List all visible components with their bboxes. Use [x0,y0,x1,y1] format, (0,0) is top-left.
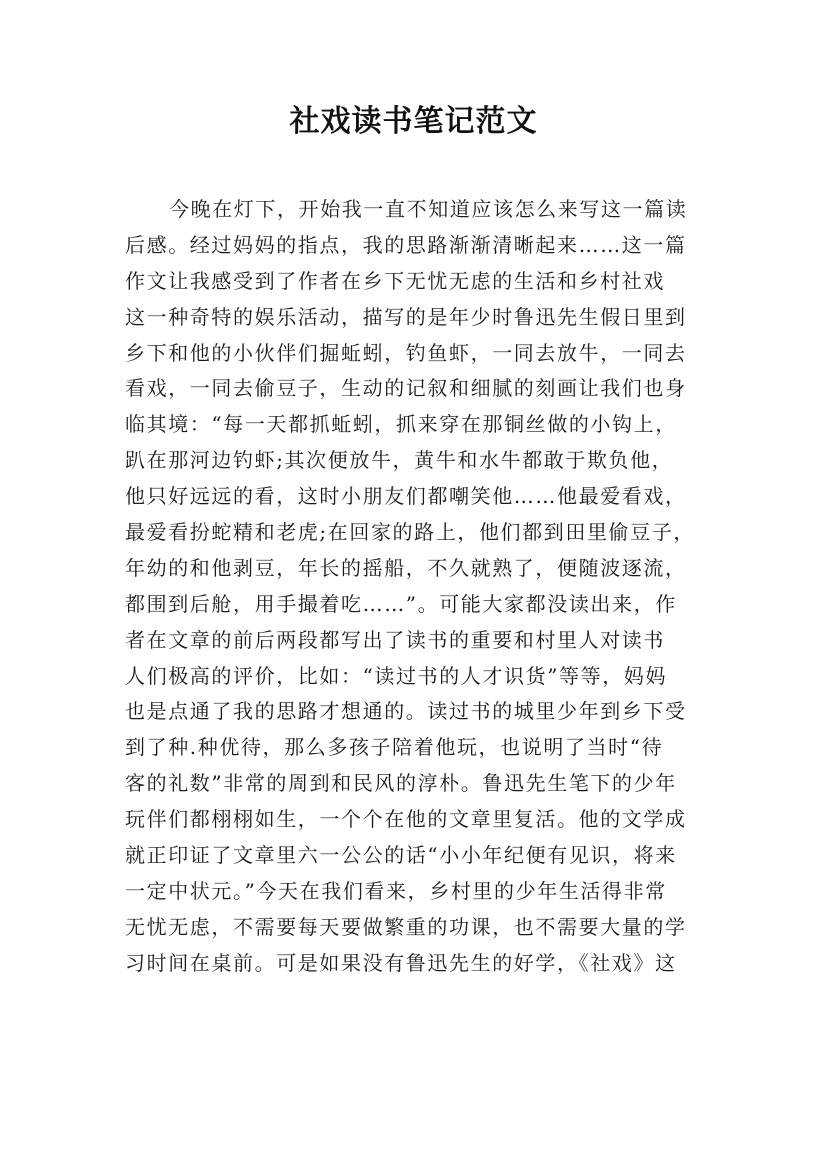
document-title: 社戏读书笔记范文 [289,104,538,139]
paragraph-line: 这一种奇特的娱乐活动，描写的是年少时鲁迅先生假日里到 [125,304,687,329]
paragraph-line: 玩伴们都栩栩如生，一个个在他的文章里复活。他的文学成 [125,807,687,832]
paragraph-line: 者在文章的前后两段都写出了读书的重要和村里人对读书 [125,627,665,652]
paragraph-line: 年幼的和他剥豆，年长的摇船，不久就熟了，便随波逐流， [125,555,687,580]
paragraph-line: 到了种.种优待，那么多孩子陪着他玩，也说明了当时“待 [125,735,664,760]
paragraph-line: 趴在那河边钓虾;其次便放牛，黄牛和水牛都敢于欺负他， [125,448,674,473]
paragraph-line: 后感。经过妈妈的指点，我的思路渐渐清晰起来……这一篇 [125,232,687,257]
paragraph-line: 作文让我感受到了作者在乡下无忧无虑的生活和乡村社戏 [125,268,665,293]
paragraph-line: 都围到后舱，用手撮着吃……”。可能大家都没读出来，作 [125,591,677,616]
paragraph-line: 他只好远远的看，这时小朋友们都嘲笑他……他最爱看戏， [125,484,687,509]
paragraph-line: 客的礼数”非常的周到和民风的淳朴。鲁迅先生笔下的少年 [125,771,677,796]
paragraph-line: 今晚在灯下，开始我一直不知道应该怎么来写这一篇读 [169,197,688,221]
paragraph-line: 看戏，一同去偷豆子，生动的记叙和细腻的刻画让我们也身 [125,376,687,401]
paragraph-line: 习时间在桌前。可是如果没有鲁迅先生的好学，《社戏》这 [125,950,677,975]
paragraph-line: 也是点通了我的思路才想通的。读过书的城里少年到乡下受 [125,699,687,724]
paragraph-line: 临其境：“每一天都抓蚯蚓，抓来穿在那铜丝做的小钩上， [125,412,677,437]
paragraph-line: 就正印证了文章里六一公公的话“小小年纪便有见识，将来 [125,843,677,868]
document-body [125,192,715,982]
paragraph-line: 最爱看扮蛇精和老虎;在回家的路上，他们都到田里偷豆子， [125,520,695,545]
paragraph-line: 无忧无虑，不需要每天要做繁重的功课，也不需要大量的学 [125,914,687,939]
paragraph-line: 一定中状元。”今天在我们看来，乡村里的少年生活得非常 [125,878,667,903]
paragraph-line: 乡下和他的小伙伴们掘蚯蚓，钓鱼虾，一同去放牛，一同去 [125,340,687,365]
paragraph-line: 人们极高的评价，比如：“读过书的人才识货”等等，妈妈 [125,663,668,688]
